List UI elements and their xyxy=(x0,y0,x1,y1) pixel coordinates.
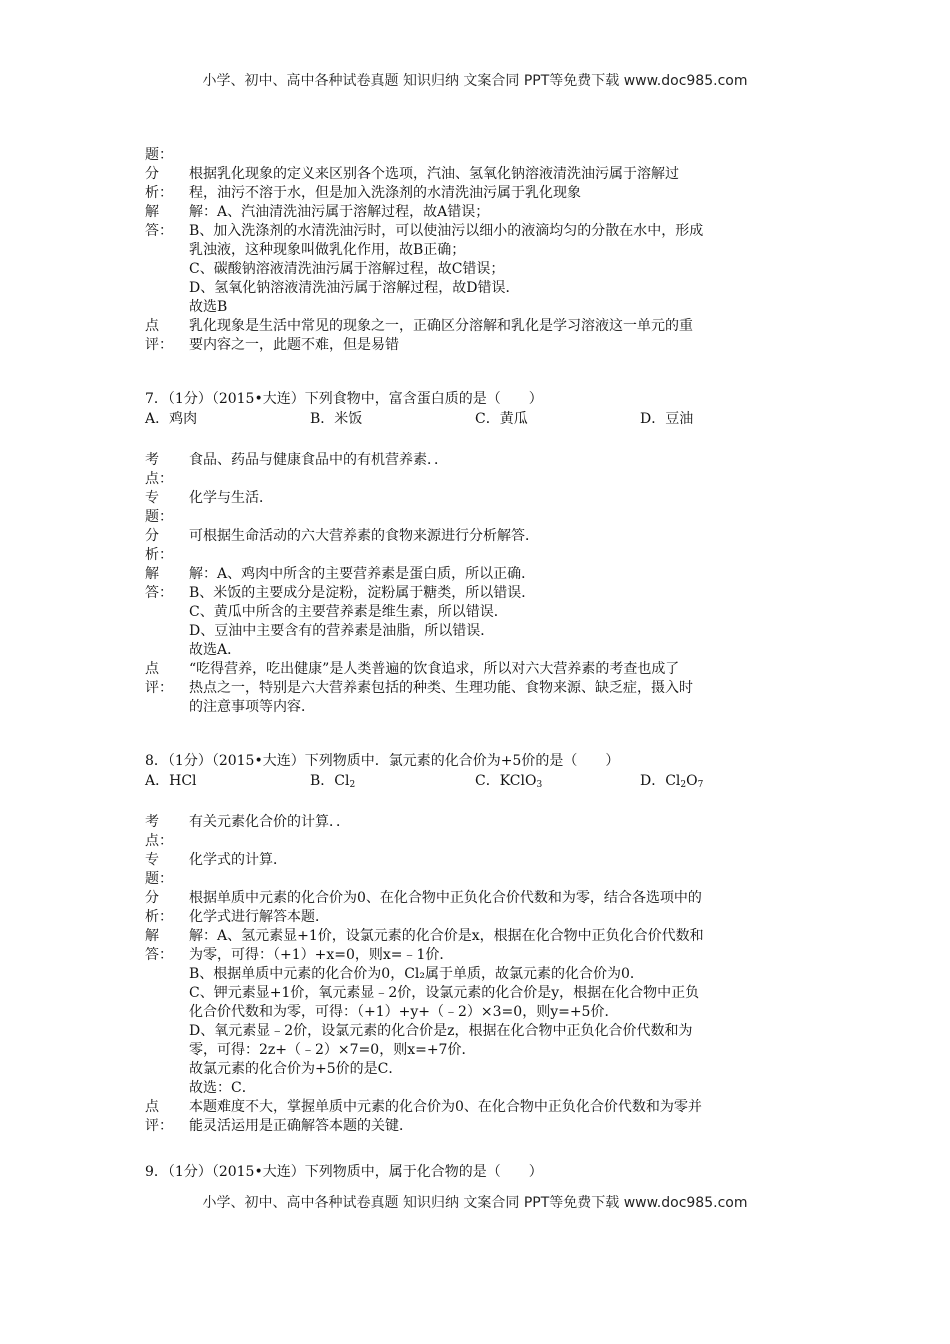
q6-dianping: 点 评： 乳化现象是生活中常见的现象之一，正确区分溶解和乳化是学习溶液这一单元的重 要内容之一，此题不难，但是易错 xyxy=(145,318,693,353)
q7-jieda: 解 答： 解：A、鸡肉中所含的主要营养素是蛋白质，所以正确． B、米饭的主要成分是淀粉，淀粉属于糖类，所以错误． C、黄瓜中所含的主要营养素是维生素，所以错误． D、豆油中主要含有的营养素是油脂，所以错误． 故选A． xyxy=(145,566,536,658)
page-footer: 小学、初中、高中各种试卷真题 知识归纳 文案合同 PPT等免费下载 www.doc985.com xyxy=(202,1195,748,1211)
q8-zhuanti: 专 题： 化学式的计算． xyxy=(145,852,287,887)
q7-option-d: D．豆油 xyxy=(640,411,694,427)
q8-option-c: C．KClO$_3$ xyxy=(475,773,543,790)
q8-jieda: 解 答： 解：A、氢元素显+1价，设氯元素的化合价是x，根据在化合物中正负化合价代数和 为零，可得：（+1）+x=0，则x=﹣1价． B、根据单质中元素的化合价为0，Cl₂属于单质，故氯元素的化合价为0． C、钾元素显+1价，氧元素显﹣2价，设氯元素的化合价是y，根据在化合物中正负 化合价代数和为零，可得：（+1）+y+（﹣2）×3=0，则y=+5价． D、氧元素显﹣2价，设氯元素的化合价是z，根据在化合物中正负化合价代数和为 零，可得：2z+（﹣2）×7=0，则x=+7价． 故氯元素的化合价为+5价的是C． 故选：C． xyxy=(145,928,704,1096)
q8-option-b: B．$Cl_2$ xyxy=(310,773,356,790)
q8-option-d: D．$Cl_2O_7$ xyxy=(640,773,704,790)
q7-kaodian: 考 点： 食品、药品与健康食品中的有机营养素．． xyxy=(145,452,448,487)
q8-fenxi: 分 析： 根据单质中元素的化合价为0、在化合物中正负化合价代数和为零，结合各选项中的 化学式进行解答本题． xyxy=(145,890,702,925)
q7-zhuanti: 专 题： 化学与生活． xyxy=(145,490,273,525)
q7-dianping: 点 评： “吃得营养，吃出健康”是人类普遍的饮食追求，所以对六大营养素的考查也成了 热点之一，特别是六大营养素包括的种类、生理功能、食物来源、缺乏症，摄入时 的注意事项等内容． xyxy=(145,661,693,715)
q8-kaodian: 考 点： 有关元素化合价的计算．． xyxy=(145,814,350,849)
q8-dianping: 点 评： 本题难度不大，掌握单质中元素的化合价为0、在化合物中正负化合价代数和为零并 能灵活运用是正确解答本题的关键． xyxy=(145,1099,702,1134)
q8-option-a: A．HCl xyxy=(145,773,197,789)
q7-title: 7．（1分）（2015•大连）下列食物中，富含蛋白质的是（ ） xyxy=(145,391,543,407)
q7-fenxi: 分 析： 可根据生命活动的六大营养素的食物来源进行分析解答． xyxy=(145,528,539,563)
page-header: 小学、初中、高中各种试卷真题 知识归纳 文案合同 PPT等免费下载 www.doc985.com xyxy=(202,73,748,89)
q8-title: 8．（1分）（2015•大连）下列物质中．氯元素的化合价为+5价的是（ ） xyxy=(145,753,620,769)
q7-option-b: B．米饭 xyxy=(310,411,363,427)
q8-options xyxy=(145,771,825,791)
q6-zhuanti-tail: 题： xyxy=(145,147,173,163)
q6-fenxi: 分 析： 根据乳化现象的定义来区别各个选项，汽油、氢氧化钠溶液清洗油污属于溶解过 程，油污不溶于水，但是加入洗涤剂的水清洗油污属于乳化现象 xyxy=(145,166,679,201)
q7-option-a: A．鸡肉 xyxy=(145,411,198,427)
q9-title: 9．（1分）（2015•大连）下列物质中，属于化合物的是（ ） xyxy=(145,1164,543,1180)
q6-jieda: 解 答： 解：A、汽油清洗油污属于溶解过程，故A错误； B、加入洗涤剂的水清洗油污时，可以使油污以细小的液滴均匀的分散在水中，形成 乳浊液，这种现象叫做乳化作用，故B正确； C、碳酸钠溶液清洗油污属于溶解过程，故C错误； D、氢氧化钠溶液清洗油污属于溶解过程，故D错误． 故选B xyxy=(145,204,704,315)
document-body xyxy=(145,146,825,1182)
q7-options xyxy=(145,409,825,429)
q7-option-c: C．黄瓜 xyxy=(475,411,528,427)
